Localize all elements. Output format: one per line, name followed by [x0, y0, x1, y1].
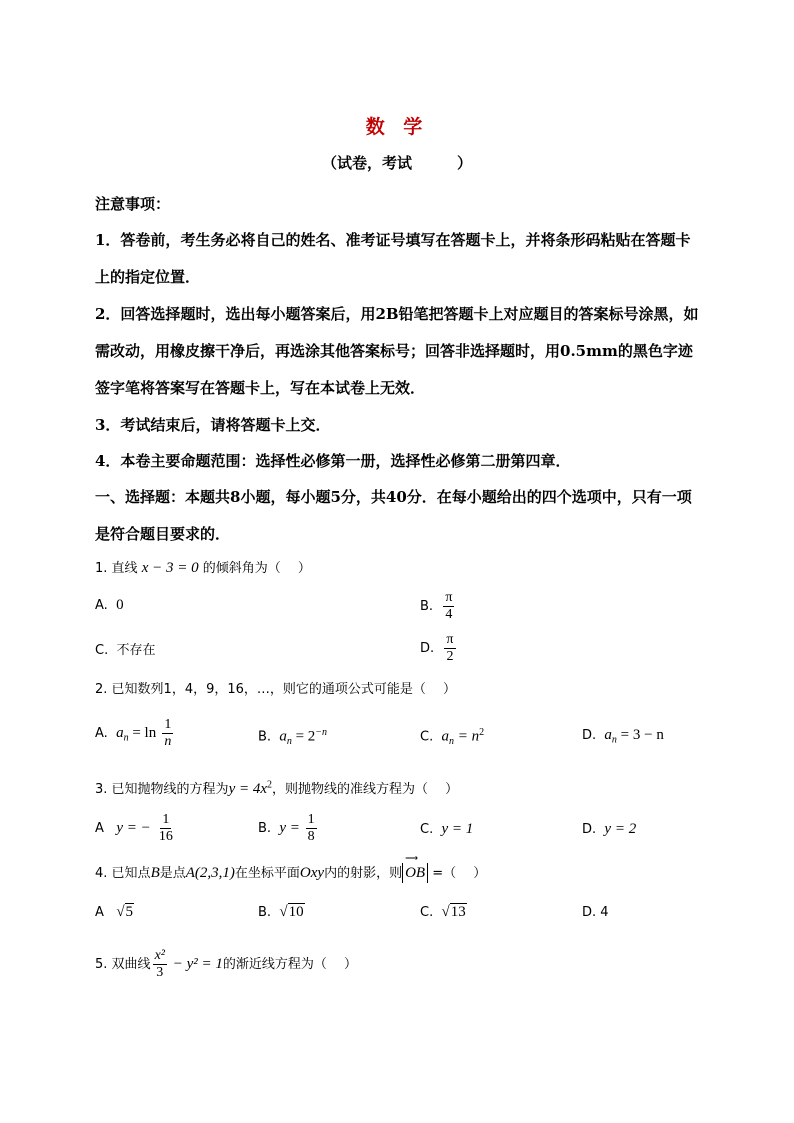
question-3-stem: 3. 已知抛物线的方程为$y = 4x^2$，则抛物线的准线方程为（ ） [95, 779, 459, 797]
sqrt: √5 [116, 904, 134, 920]
sqrt: √13 [441, 904, 466, 920]
question-5-stem: 5. 双曲线 $\frac{\text{x²}}{3}$ − y² = 1的渐近线方程为（ ） [95, 948, 358, 980]
question-2-option-a[interactable]: A. $a_n = \ln$ $\frac{1}{n}$ [95, 717, 172, 749]
vector-magnitude: ⟶ OB [402, 863, 428, 883]
notice-item-2: 2．回答选择题时，选出每小题答案后，用2B铅笔把答题卡上对应题目的答案标号涂黑，如需改动，用橡皮擦干净后，再选涂其他答案标号；回答非选择题时，用0.5mm的黑色字迹签字笔将答案写在答题卡上，写在本试卷上无效． [95, 305, 699, 397]
question-4-option-a[interactable]: A √5 [95, 904, 134, 920]
question-3-option-a[interactable]: A y = − $\frac{1}{16}$ [95, 812, 173, 844]
fraction: $\frac{\pi}{4}$ [445, 590, 453, 622]
question-2-stem: 2. 已知数列1，4，9，16，…，则它的通项公式可能是（ ） [95, 682, 457, 697]
vector-arrow-icon: ⟶ [405, 853, 418, 863]
question-1-option-b[interactable]: B. $\frac{\pi}{4}$ [420, 590, 453, 622]
notice-heading: 注意事项： [95, 195, 171, 213]
section-heading: 一、选择题：本题共8小题，每小题5分，共40分．在每小题给出的四个选项中，只有一项是符合题目要求的． [95, 488, 692, 543]
fraction: $\frac{1}{n}$ [164, 717, 172, 749]
question-1-option-a[interactable]: A. 0 [95, 597, 124, 613]
sqrt: √10 [279, 904, 304, 920]
question-4-option-c[interactable]: C. √13 [420, 904, 466, 920]
fraction: $\frac{1}{16}$ [158, 812, 173, 844]
question-2-option-c[interactable]: C. $a_n = n^2$ [420, 727, 485, 747]
question-4-option-b[interactable]: B. √10 [258, 904, 304, 920]
notice-item-1: 1．答卷前，考生务必将自己的姓名、准考证号填写在答题卡上，并将条形码粘贴在答题卡上的指定位置． [95, 231, 691, 286]
question-2-option-b[interactable]: B. $a_n = 2^{-n}$ [258, 727, 328, 747]
question-1-option-c[interactable]: C. 不存在 [95, 643, 156, 658]
question-4-stem: 4. 已知点B是点A(2,3,1)在坐标平面Oxy内的射影，则 ⟶ OB =（ ） [95, 853, 487, 881]
question-3-option-d[interactable]: D. y = 2 [582, 821, 637, 837]
question-3-option-c[interactable]: C. y = 1 [420, 821, 474, 837]
fraction: $\frac{1}{8}$ [307, 812, 315, 844]
question-number: 1. [95, 561, 108, 576]
exam-title: 数 学 [365, 116, 429, 138]
notice-item-4: 4．本卷主要命题范围：选择性必修第一册，选择性必修第二册第四章． [95, 452, 571, 470]
question-4-option-d[interactable]: D. 4 [582, 905, 609, 920]
notice-item-3: 3．考试结束后，请将答题卡上交． [95, 416, 331, 434]
question-1-stem: 1. 直线 x − 3 = 0 的倾斜角为（ ） [95, 560, 311, 576]
question-3-option-b[interactable]: B. y = $\frac{1}{8}$ [258, 812, 315, 844]
exam-subtitle: （试卷，考试 ） [321, 154, 472, 172]
question-2-option-d[interactable]: D. $a_n = 3 - n$ [582, 727, 664, 746]
fraction: $\frac{\pi}{2}$ [446, 632, 454, 664]
question-1-option-d[interactable]: D. $\frac{\pi}{2}$ [420, 632, 454, 664]
fraction: $\frac{\text{x²}}{3}$ [154, 948, 165, 980]
